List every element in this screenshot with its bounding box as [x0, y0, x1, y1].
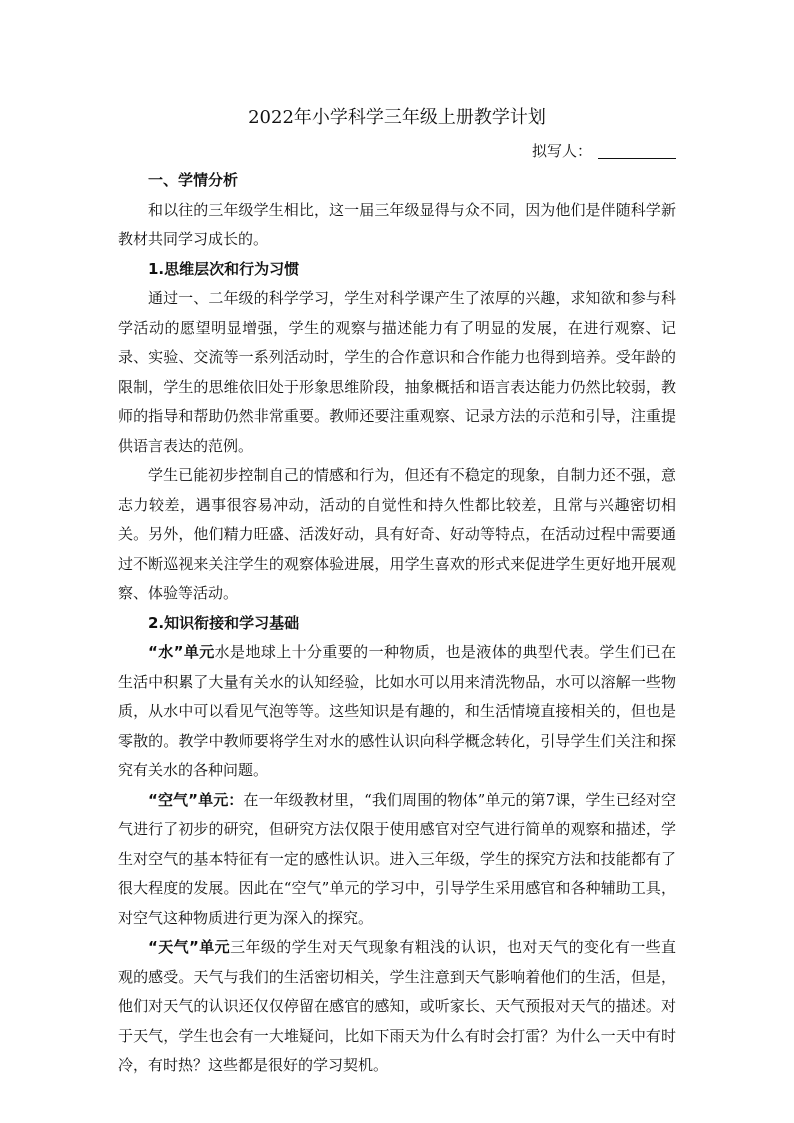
water-unit-text: 水是地球上十分重要的一种物质，也是液体的典型代表。学生们已在生活中积累了大量有关水的认知经验，比如水可以用来清洗物品，水可以溶解一些物质，从水中可以看见气泡等等。这些知识是有趣的，和生活情境直接相关的，但也是零散的。教学中教师要将学生对水的感性认识向科学概念转化，引导学生们关注和探究有关水的各种问题。 [118, 643, 676, 779]
author-blank-field[interactable] [598, 140, 676, 159]
subheading-knowledge-foundation: 2.知识衔接和学习基础 [148, 613, 300, 632]
author-line [118, 136, 676, 166]
air-unit-lead: “空气”单元： [148, 790, 244, 809]
weather-unit-paragraph [118, 933, 676, 1081]
water-unit-lead: “水”单元 [148, 643, 215, 661]
air-unit-text: 在一年级教材里，“我们周围的物体”单元的第7课，学生已经对空气进行了初步的研究，但研究方法仅限于使用感官对空气进行简单的观察和描述，学生对空气的基本特征有一定的感性认识。进入三年级，学生的探究方法和技能都有了很大程度的发展。因此在“空气”单元的学习中，引导学生采用感官和各种辅助工具，对空气这种物质进行更为深入的探究。 [118, 790, 677, 927]
document-title: 2022年小学科学三年级上册教学计划 [248, 107, 546, 128]
weather-unit-lead: “天气”单元 [148, 938, 231, 956]
thinking-paragraph-2: 学生已能初步控制自己的情感和行为，但还有不稳定的现象，自制力还不强，意志力较差，遇事很容易冲动，活动的自觉性和持久性都比较差，且常与兴趣密切相关。另外，他们精力旺盛、活泼好动，具有好奇、好动等特点，在活动过程中需要通过不断巡视来关注学生的观察体验进展，用学生喜欢的形式来促进学生更好地开展观察、体验等活动。 [118, 466, 676, 602]
author-label: 拟写人： [531, 142, 592, 160]
air-unit-paragraph [118, 786, 676, 934]
intro-paragraph: 和以往的三年级学生相比，这一届三年级显得与众不同，因为他们是伴随科学新教材共同学习成长的。 [118, 200, 676, 248]
subheading-thinking-habits: 1.思维层次和行为习惯 [148, 259, 300, 278]
section-heading-analysis: 一、学情分析 [148, 171, 239, 189]
thinking-paragraph-1: 通过一、二年级的科学学习，学生对科学课产生了浓厚的兴趣，求知欲和参与科学活动的愿望明显增强，学生的观察与描述能力有了明显的发展，在进行观察、记录、实验、交流等一系列活动时，学生的合作意识和合作能力也得到培养。受年龄的限制，学生的思维依旧处于形象思维阶段，抽象概括和语言表达能力仍然比较弱，教师的指导和帮助仍然非常重要。教师还要注重观察、记录方法的示范和引导，注重提供语言表达的范例。 [118, 289, 676, 455]
water-unit-paragraph [118, 638, 676, 786]
weather-unit-text: 三年级的学生对天气现象有粗浅的认识，也对天气的变化有一些直观的感受。天气与我们的生活密切相关，学生注意到天气影响着他们的生活，但是，他们对天气的认识还仅仅停留在感官的感知，或听家长、天气预报对天气的描述。对于天气，学生也会有一大堆疑问，比如下雨天为什么有时会打雷？为什么一天中有时冷，有时热？这些都是很好的学习契机。 [118, 938, 676, 1074]
